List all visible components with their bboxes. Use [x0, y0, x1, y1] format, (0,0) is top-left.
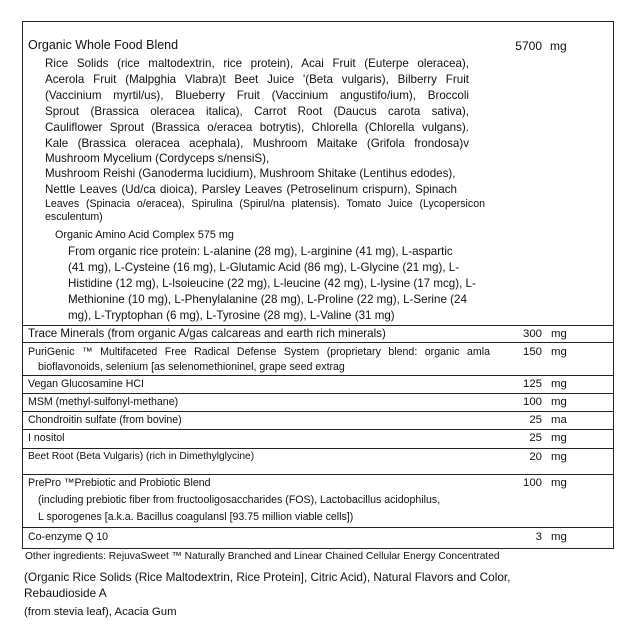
nutrient-amount: 100: [522, 396, 542, 408]
other-ingredients-line: Other ingredients: RejuvaSweet ™ Naturally Branched and Linear Chained Cellular Energy Concentrated: [25, 551, 500, 562]
amino-line: Methionine (10 mg), L-Phenylalanine (28 mg), L-Proline (22 mg), L-Serine (24: [68, 293, 467, 306]
blend-amount: 5700: [515, 39, 542, 53]
row-divider: [22, 325, 614, 326]
nutrient-unit: ma: [551, 414, 567, 426]
blend-title: Organic Whole Food Blend: [28, 38, 179, 52]
nutrient-unit: mg: [551, 451, 567, 463]
nutrient-label: Co-enzyme Q 10: [28, 531, 109, 543]
amino-line: mg), L-Tryptophan (6 mg), L-Tyrosine (28 mg), L-Valine (31 mg): [68, 309, 395, 322]
row-divider: [22, 474, 614, 475]
blend-unit: mg: [550, 39, 567, 53]
blend-line: Rice Solids (rice maltodextrin, rice protein), Acai Fruit (Euterpe oleracea),: [45, 57, 469, 70]
nutrient-unit: mg: [551, 346, 567, 358]
other-ingredients-line: Rebaudioside A: [24, 586, 107, 600]
nutrient-label: Trace Minerals (from organic A/gas calcareas and earth rich minerals): [28, 327, 386, 340]
blend-line: Kale (Brassica oleracea acephala), Mushroom Maitake (Grifola frondosa)v: [45, 137, 469, 150]
other-ingredients-line: (from stevia leaf), Acacia Gum: [24, 606, 177, 618]
blend-line: Mushroom Mycelium (Cordyceps s/nensiS),: [45, 152, 270, 165]
amino-title: Organic Amino Acid Complex 575 mg: [55, 229, 234, 241]
amino-line: (41 mg), L-Cysteine (16 mg), L-Glutamic Acid (86 mg), L-Glycine (21 mg), L-: [68, 261, 460, 274]
blend-line: Cauliflower Sprout (Brassica o/eracea botrytis), Chlorella (Chlorella vulgans).: [45, 121, 469, 134]
nutrient-label: Beet Root (Beta Vulgaris) (rich in Dimethylglycine): [28, 451, 255, 462]
nutrient-unit: mg: [551, 378, 567, 390]
nutrient-label: PuriGenic ™ Multifaceted Free Radical Defense System (proprietary blend: organic amla: [28, 346, 490, 358]
nutrient-label: PrePro ™Prebiotic and Probiotic Blend: [28, 477, 211, 489]
row-divider: [22, 527, 614, 528]
row-divider: [22, 429, 614, 430]
blend-line: Mushroom Reishi (Ganoderma lucidium), Mushroom Shitake (Lentihus edodes),: [45, 167, 456, 180]
nutrient-amount: 125: [522, 378, 542, 390]
nutrient-amount: 150: [522, 346, 542, 358]
row-divider: [22, 448, 614, 449]
nutrient-amount: 25: [529, 414, 542, 426]
amino-line: From organic rice protein: L-alanine (28 mg), L-arginine (41 mg), L-aspartic: [68, 245, 453, 258]
blend-line: esculentum): [45, 211, 103, 223]
nutrient-unit: mg: [551, 432, 567, 444]
nutrient-unit: mg: [551, 477, 567, 489]
blend-line: (Vaccinium myrtil/us), Blueberry Fruit (Vaccinium angustifo/ium), Broccoli: [45, 89, 469, 102]
amino-line: Histidine (12 mg), L-lsoieucine (22 mg), L-leucine (42 mg), L-lysine (17 mcg), L-: [68, 277, 476, 290]
blend-line: Nettle Leaves (Ud/ca dioica), Parsley Leaves (Petroselinum crispurn), Spinach: [45, 183, 457, 196]
blend-line: Acerola Fruit (Malpghia Vlabra)t Beet Juice '(Beta vulgaris), Bilberry Fruit: [45, 73, 469, 86]
row-divider: [22, 342, 614, 343]
row-divider: [22, 411, 614, 412]
nutrient-unit: mg: [551, 328, 567, 340]
nutrient-amount: 100: [522, 477, 542, 489]
blend-line: Leaves (Spinacia o/eracea), Spirulina (Spirul/na platensis). Tomato Juice (Lycopersicon: [45, 198, 485, 210]
nutrient-amount: 300: [522, 328, 542, 340]
other-ingredients-line: (Organic Rice Solids (Rice Maltodextrin, Rice Protein], Citric Acid), Natural Flavors and Color,: [24, 570, 511, 584]
nutrient-label-continued: bioflavonoids, selenium [as selenomethioninel, grape seed extrag: [38, 361, 345, 373]
nutrient-label-continued: L sporogenes [a.k.a. Bacillus coagulansl [93.75 million viable cells]): [38, 511, 354, 523]
nutrient-amount: 25: [529, 432, 542, 444]
blend-line: Sprout (Brassica oleracea italica), Carrot Root (Daucus carota sativa),: [45, 105, 469, 118]
nutrient-amount: 20: [529, 451, 542, 463]
nutrient-amount: 3: [535, 531, 542, 543]
row-divider: [22, 375, 614, 376]
nutrient-label-continued: (including prebiotic fiber from fructooligosaccharides (FOS), Lactobacillus acidophilus,: [38, 494, 441, 506]
row-divider: [22, 393, 614, 394]
nutrient-label: Vegan Glucosamine HCI: [28, 378, 145, 390]
nutrient-label: Chondroitin sulfate (from bovine): [28, 414, 182, 426]
nutrient-label: I nositol: [28, 432, 65, 444]
nutrient-label: MSM (methyl-sulfonyl-methane): [28, 396, 179, 408]
nutrient-unit: mg: [551, 396, 567, 408]
nutrient-unit: mg: [551, 531, 567, 543]
